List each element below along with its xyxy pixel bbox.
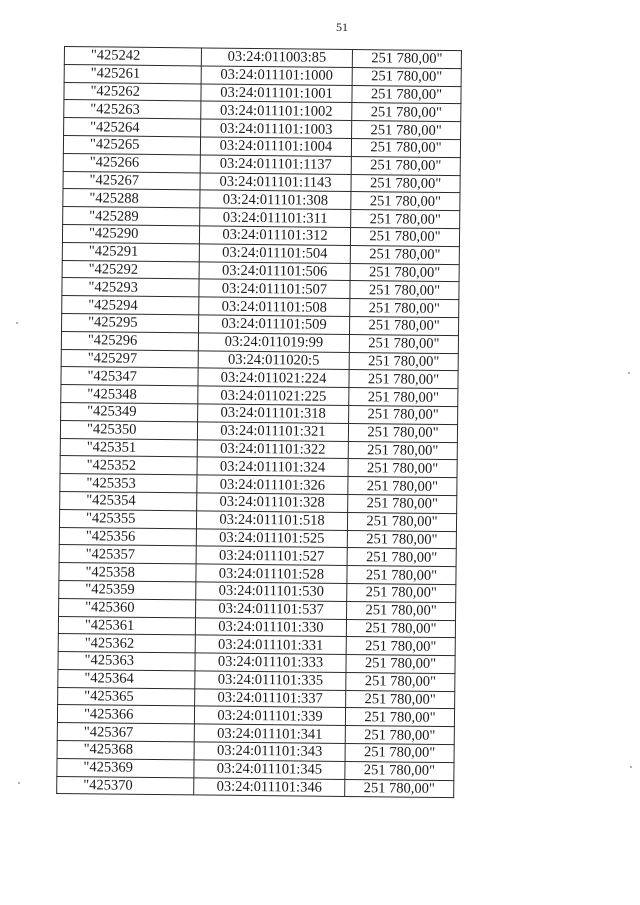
- cell-cadastral: 03:24:011101:1001: [201, 84, 352, 103]
- cell-number: "425293: [62, 278, 199, 297]
- cell-number: "425365: [58, 687, 195, 706]
- cell-cadastral: 03:24:011101:330: [195, 617, 346, 636]
- cell-value: 251 780,00": [352, 50, 461, 69]
- cell-cadastral: 03:24:011101:508: [199, 297, 350, 316]
- cell-cadastral: 03:24:011101:345: [194, 760, 345, 779]
- cell-number: "425264: [64, 118, 201, 137]
- cell-value: 251 780,00": [346, 672, 455, 691]
- cell-value: 251 780,00": [348, 459, 457, 478]
- cell-cadastral: 03:24:011101:518: [196, 511, 347, 530]
- cell-number: "425263: [64, 100, 201, 119]
- cell-value: 251 780,00": [349, 352, 458, 371]
- cell-value: 251 780,00": [349, 388, 458, 407]
- cell-value: 251 780,00": [349, 370, 458, 389]
- cell-number: "425262: [64, 82, 201, 101]
- cell-value: 251 780,00": [346, 655, 455, 674]
- table-row: [57, 776, 454, 798]
- cell-number: "425266: [63, 153, 200, 172]
- cell-value: 251 780,00": [345, 744, 454, 763]
- cell-cadastral: 03:24:011101:528: [196, 564, 347, 583]
- cell-number: "425353: [60, 474, 197, 493]
- cell-number: "425358: [59, 563, 196, 582]
- scan-mark: [18, 782, 20, 784]
- cell-cadastral: 03:24:011101:1143: [200, 173, 351, 192]
- cell-cadastral: 03:24:011101:509: [199, 315, 350, 334]
- cell-value: 251 780,00": [350, 227, 459, 246]
- cell-number: "425366: [57, 705, 194, 724]
- cell-value: 251 780,00": [350, 245, 459, 264]
- cell-cadastral: 03:24:011101:312: [199, 226, 350, 245]
- cell-cadastral: 03:24:011101:321: [197, 422, 348, 441]
- cell-value: 251 780,00": [349, 405, 458, 424]
- cell-value: 251 780,00": [348, 441, 457, 460]
- cell-number: "425370: [57, 776, 194, 795]
- cell-number: "425350: [60, 420, 197, 439]
- cell-number: "425242: [64, 47, 201, 66]
- cell-value: 251 780,00": [347, 583, 456, 602]
- cell-cadastral: 03:24:011019:99: [198, 333, 349, 352]
- cell-number: "425352: [60, 456, 197, 475]
- cell-value: 251 780,00": [351, 174, 460, 193]
- cell-number: "425265: [63, 135, 200, 154]
- cell-number: "425347: [61, 367, 198, 386]
- scan-mark: [16, 322, 18, 324]
- cell-cadastral: 03:24:011101:328: [197, 493, 348, 512]
- cell-value: 251 780,00": [349, 316, 458, 335]
- table-body: [57, 47, 462, 799]
- cell-cadastral: 03:24:011101:339: [194, 706, 345, 725]
- cell-value: 251 780,00": [352, 67, 461, 86]
- cell-cadastral: 03:24:011101:331: [195, 635, 346, 654]
- cell-number: "425359: [59, 580, 196, 599]
- cell-number: "425364: [58, 669, 195, 688]
- cell-value: 251 780,00": [345, 761, 454, 780]
- cell-value: 251 780,00": [350, 299, 459, 318]
- cell-value: 251 780,00": [349, 334, 458, 353]
- cell-number: "425294: [62, 296, 199, 315]
- cell-cadastral: 03:24:011101:527: [196, 546, 347, 565]
- cell-cadastral: 03:24:011101:324: [197, 457, 348, 476]
- cell-value: 251 780,00": [348, 477, 457, 496]
- cell-cadastral: 03:24:011101:341: [194, 724, 345, 743]
- cell-cadastral: 03:24:011101:308: [200, 190, 351, 209]
- cell-number: "425363: [58, 652, 195, 671]
- cell-number: "425360: [59, 598, 196, 617]
- cell-value: 251 780,00": [347, 512, 456, 531]
- cell-cadastral: 03:24:011101:311: [200, 208, 351, 227]
- cell-value: 251 780,00": [350, 281, 459, 300]
- cell-cadastral: 03:24:011101:346: [194, 778, 345, 797]
- cell-value: 251 780,00": [348, 494, 457, 513]
- cell-number: "425296: [61, 331, 198, 350]
- cell-number: "425290: [62, 224, 199, 243]
- cell-number: "425261: [64, 64, 201, 83]
- cell-value: 251 780,00": [347, 601, 456, 620]
- cell-number: "425297: [61, 349, 198, 368]
- cell-cadastral: 03:24:011020:5: [198, 350, 349, 369]
- cell-cadastral: 03:24:011101:333: [195, 653, 346, 672]
- cell-number: "425289: [63, 207, 200, 226]
- cell-cadastral: 03:24:011101:537: [196, 600, 347, 619]
- cell-value: 251 780,00": [348, 423, 457, 442]
- cell-value: 251 780,00": [345, 726, 454, 745]
- cell-value: 251 780,00": [345, 779, 454, 798]
- cell-value: 251 780,00": [346, 637, 455, 656]
- cell-cadastral: 03:24:011101:318: [198, 404, 349, 423]
- cell-number: "425291: [62, 242, 199, 261]
- cell-value: 251 780,00": [351, 210, 460, 229]
- cell-cadastral: 03:24:011101:1137: [200, 155, 351, 174]
- cell-value: 251 780,00": [347, 566, 456, 585]
- cell-value: 251 780,00": [351, 192, 460, 211]
- cell-value: 251 780,00": [345, 708, 454, 727]
- cell-number: "425362: [58, 634, 195, 653]
- cell-cadastral: 03:24:011003:85: [201, 48, 352, 67]
- cell-cadastral: 03:24:011101:525: [196, 528, 347, 547]
- cell-cadastral: 03:24:011101:326: [197, 475, 348, 494]
- cell-number: "425368: [57, 741, 194, 760]
- cell-cadastral: 03:24:011101:1000: [201, 66, 352, 85]
- scan-mark: [630, 766, 632, 768]
- cell-value: 251 780,00": [350, 263, 459, 282]
- cell-number: "425267: [63, 171, 200, 190]
- data-table: [56, 46, 462, 799]
- cell-number: "425355: [59, 509, 196, 528]
- cell-value: 251 780,00": [352, 85, 461, 104]
- cell-number: "425348: [61, 385, 198, 404]
- cell-cadastral: 03:24:011101:504: [199, 244, 350, 263]
- cell-value: 251 780,00": [351, 156, 460, 175]
- cell-number: "425349: [61, 402, 198, 421]
- cell-number: "425367: [57, 723, 194, 742]
- cell-cadastral: 03:24:011101:1004: [200, 137, 351, 156]
- cell-cadastral: 03:24:011101:1002: [201, 101, 352, 120]
- cell-cadastral: 03:24:011101:343: [194, 742, 345, 761]
- cell-number: "425356: [59, 527, 196, 546]
- page-number: 51: [336, 20, 348, 34]
- cell-value: 251 780,00": [347, 530, 456, 549]
- cell-value: 251 780,00": [352, 103, 461, 122]
- cell-number: "425351: [60, 438, 197, 457]
- cell-cadastral: 03:24:011021:224: [198, 368, 349, 387]
- cell-value: 251 780,00": [346, 619, 455, 638]
- cell-value: 251 780,00": [347, 548, 456, 567]
- cell-number: "425295: [62, 313, 199, 332]
- cell-cadastral: 03:24:011101:506: [199, 261, 350, 280]
- cell-cadastral: 03:24:011101:507: [199, 279, 350, 298]
- cell-number: "425288: [63, 189, 200, 208]
- cell-number: "425369: [57, 758, 194, 777]
- cell-number: "425361: [58, 616, 195, 635]
- cell-value: 251 780,00": [352, 121, 461, 140]
- cell-number: "425292: [62, 260, 199, 279]
- cell-cadastral: 03:24:011101:337: [195, 689, 346, 708]
- cell-cadastral: 03:24:011101:530: [196, 582, 347, 601]
- cell-cadastral: 03:24:011101:322: [197, 439, 348, 458]
- cell-number: "425354: [60, 491, 197, 510]
- cell-cadastral: 03:24:011021:225: [198, 386, 349, 405]
- cell-value: 251 780,00": [346, 690, 455, 709]
- cell-number: "425357: [59, 545, 196, 564]
- cell-cadastral: 03:24:011101:1003: [201, 119, 352, 138]
- cell-cadastral: 03:24:011101:335: [195, 671, 346, 690]
- cell-value: 251 780,00": [351, 139, 460, 158]
- scan-mark: [628, 372, 630, 374]
